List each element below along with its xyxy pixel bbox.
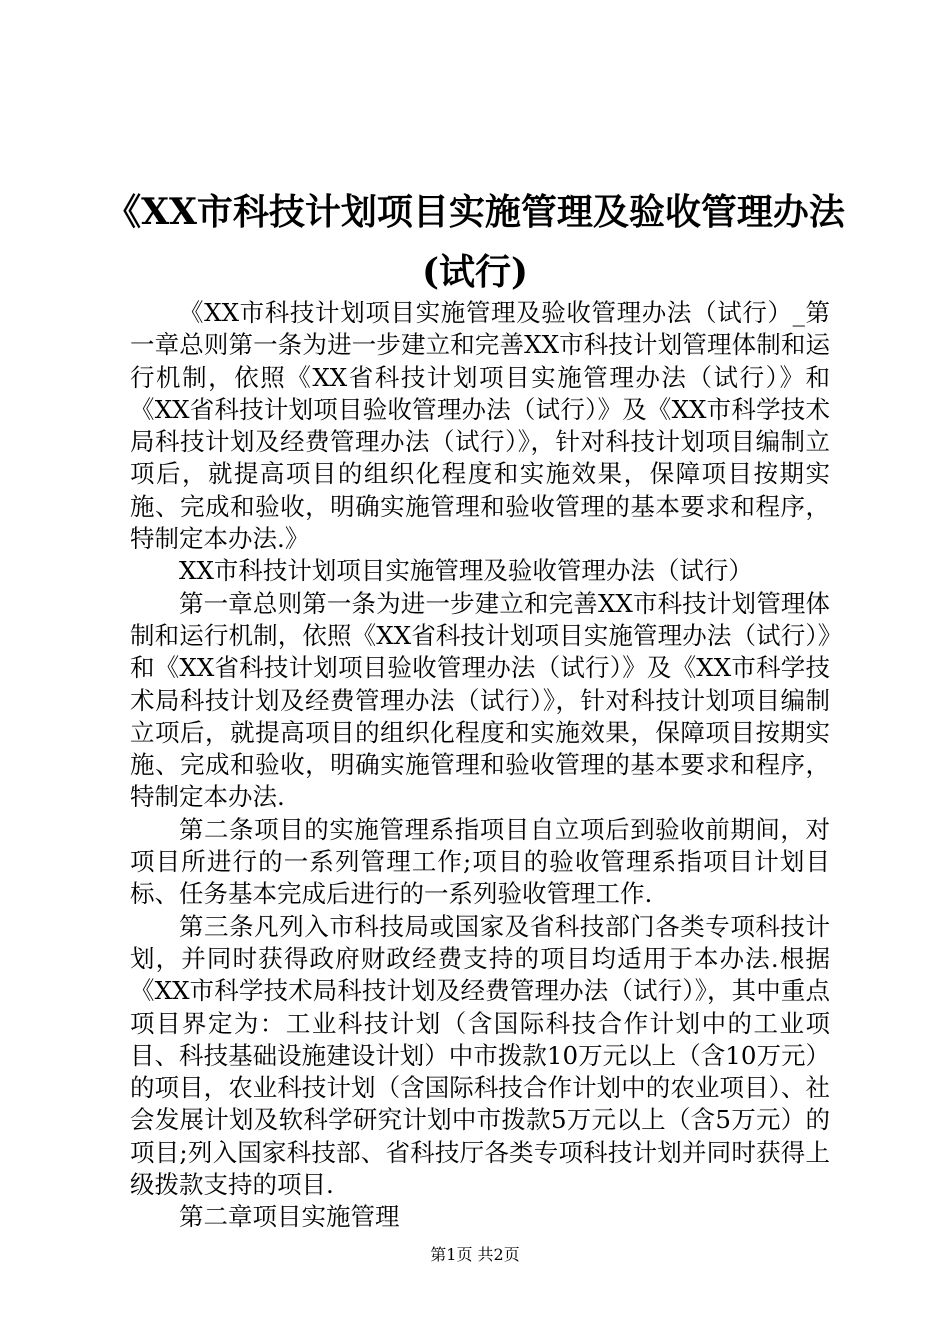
document-title: 《XX市科技计划项目实施管理及验收管理办法(试行): [105, 191, 845, 293]
paragraph-article-2: 第二条项目的实施管理系指项目自立项后到验收前期间，对项目所进行的一系列管理工作;项目的验收管理系指项目计划目标、任务基本完成后进行的一系列验收管理工作.: [130, 814, 830, 909]
page-footer: 第1页 共2页: [430, 1245, 520, 1264]
paragraph-article-3: 第三条凡列入市科技局或国家及省科技部门各类专项科技计划，并同时获得政府财政经费支持的项目均适用于本办法.根据《XX市科学技术局科技计划及经费管理办法（试行）》，其中重点项目界定为：工业科技计划（含国际科技合作计划中的工业项目、科技基础设施建设计划）中市拨款10万元以上（含10万元）的项目，农业科技计划（含国际科技合作计划中的农业项目）、社会发展计划及软科学研究计划中市拨款5万元以上（含5万元）的项目;列入国家科技部、省科技厅各类专项科技计划并同时获得上级拨款支持的项目.: [130, 911, 830, 1200]
paragraph-summary: 《XX市科技计划项目实施管理及验收管理办法（试行）_第一章总则第一条为进一步建立和完善XX市科技计划管理体制和运行机制，依照《XX省科技计划项目实施管理办法（试行）》和《XX省科技计划项目验收管理办法（试行）》及《XX市科学技术局科技计划及经费管理办法（试行）》，针对科技计划项目编制立项后，就提高项目的组织化程度和实施效果，保障项目按期实施、完成和验收，明确实施管理和验收管理的基本要求和程序，特制定本办法.》: [130, 298, 830, 554]
paragraph-heading: XX市科技计划项目实施管理及验收管理办法（试行）: [179, 556, 753, 586]
document-body: [130, 297, 830, 1234]
paragraph-chapter-2-heading: 第二章项目实施管理: [179, 1202, 400, 1232]
paragraph-article-1: 第一章总则第一条为进一步建立和完善XX市科技计划管理体制和运行机制，依照《XX省科技计划项目实施管理办法（试行）》和《XX省科技计划项目验收管理办法（试行）》及《XX市科学技术局科技计划及经费管理办法（试行）》，针对科技计划项目编制立项后，就提高项目的组织化程度和实施效果，保障项目按期实施、完成和验收，明确实施管理和验收管理的基本要求和程序，特制定本办法.: [130, 588, 830, 812]
